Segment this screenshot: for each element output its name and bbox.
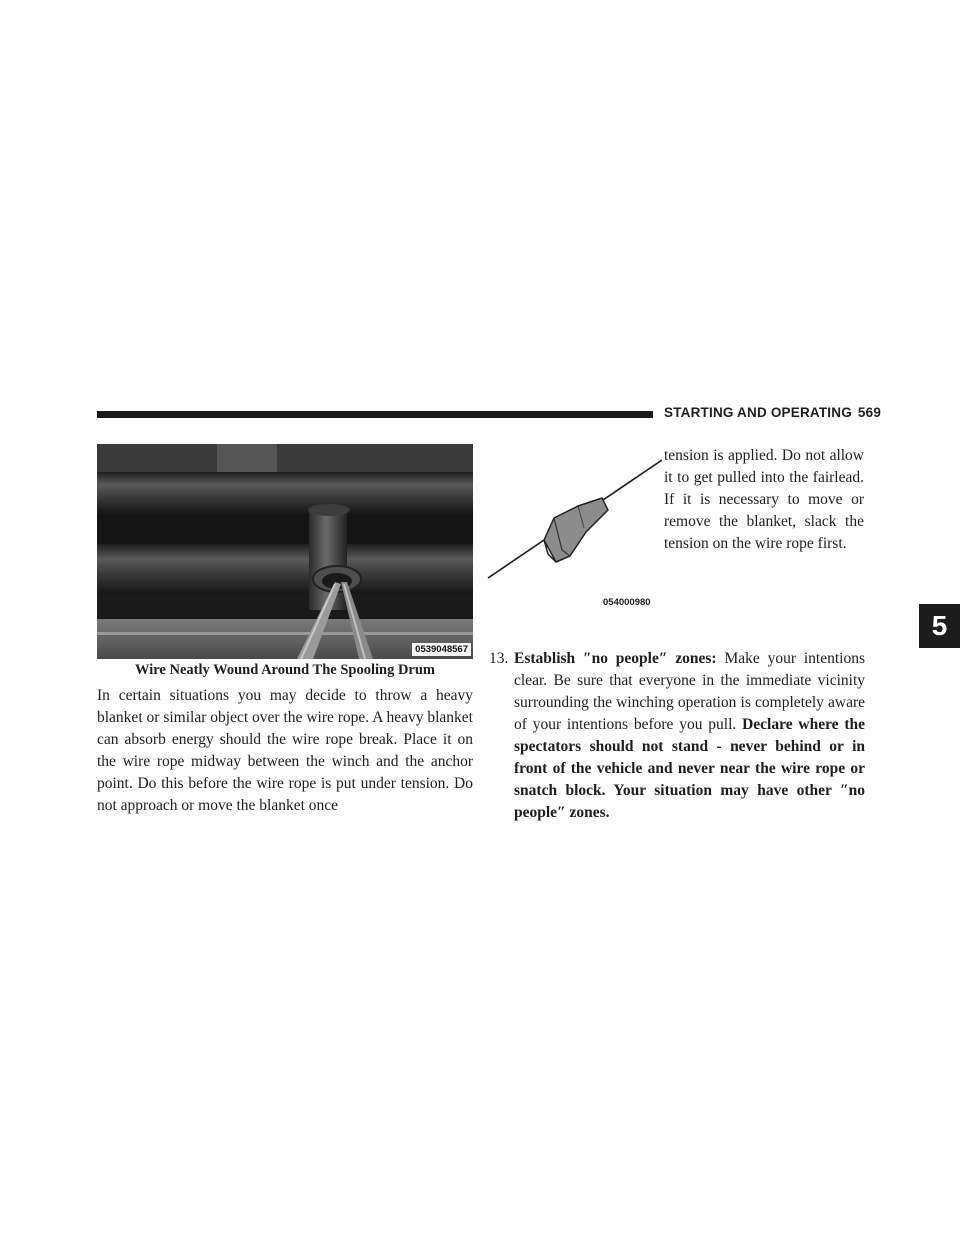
spooling-drum-photo [97, 444, 473, 659]
header-rule [97, 411, 653, 418]
page-number: 569 [857, 405, 882, 420]
body-paragraph-left: In certain situations you may decide to throw a heavy blanket or similar object over the wire rope. A heavy blanket can absorb energy should the wire rope break. Place it on the wire rope midway between the winch and the anchor point. Do this before the wire rope is put under tension. Do not approach or move the blanket once [97, 687, 473, 814]
step-13 [489, 648, 865, 824]
blanket-on-rope-illustration [486, 458, 662, 608]
image-code-label: 0539048567 [412, 643, 471, 656]
step-number: 13. [489, 650, 509, 667]
section-title: STARTING AND OPERATING [664, 405, 852, 420]
step-title: Establish ″no people″ zones: [514, 650, 717, 667]
image-code-label: 054000980 [603, 597, 651, 608]
chapter-tab: 5 [919, 604, 960, 648]
running-header [664, 405, 882, 420]
body-paragraph-right: tension is applied. Do not allow it to get pulled into the fairlead. If it is necessary to move or remove the blanket, slack the tension on the wire rope first. [664, 447, 864, 552]
step-text: Make your intentions clear. Be sure that everyone in the immediate vicinity surrounding the winching operation is completely aware of your intentions before you pull. [514, 650, 865, 733]
step-bold-text: Declare where the spectators should not stand - never behind or in front of the vehicle and never near the wire rope or snatch block. Your situation may have other ″no people″ zones. [514, 716, 866, 821]
figure-caption: Wire Neatly Wound Around The Spooling Drum [134, 662, 436, 678]
